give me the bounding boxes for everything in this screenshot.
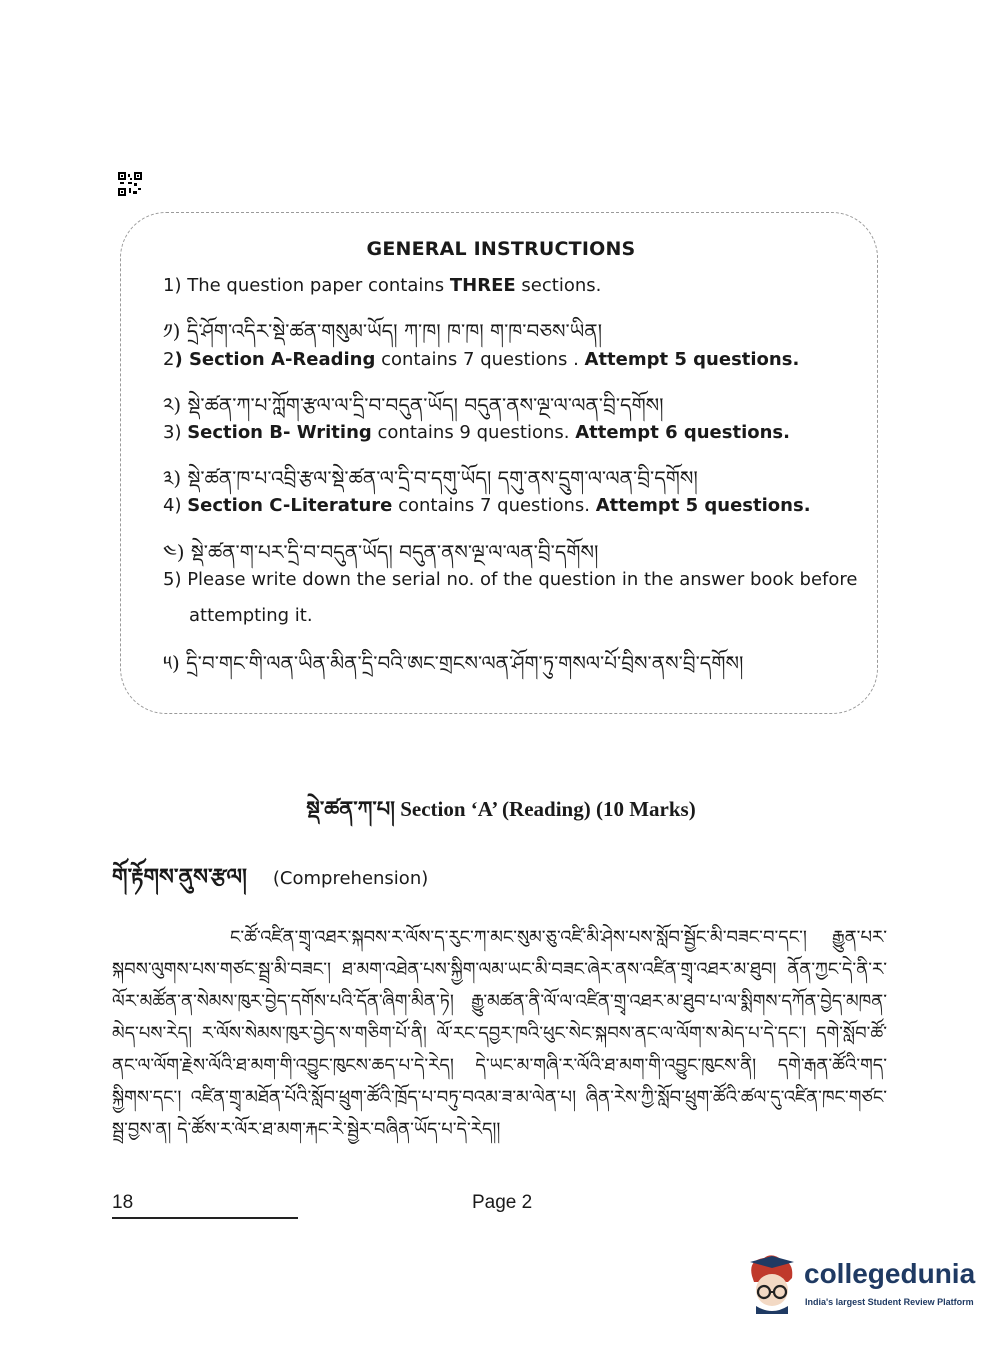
instruction-5-tibetan: ༥) དྲི་བ་གང་གི་ལན་ཡིན་མིན་དྲི་བའི་ཨང་གྲངས་ལན་ཤོག་ཏུ་གསལ་པོ་བྲིས་ནས་བྲི་དགོས། [163,651,744,675]
instruction-1-tibetan: ༡) དྲི་ཤོག་འདིར་སྡེ་ཚན་གསུམ་ཡོད། ཀ་ཁ། ཁ་ཁ། ག་ཁ་བཅས་ཡིན། [163,319,603,343]
collegedunia-logo [742,1252,976,1322]
instruction-2: 2) Section A-Reading contains 7 questions . Attempt 5 questions. [163,349,800,370]
instruction-5: 5) Please write down the serial no. of the question in the answer book before [163,569,858,590]
instruction-2-tibetan: ༢) སྡེ་ཚན་ཀ་པ་ཀློག་རྩལ་ལ་དྲི་བ་བདུན་ཡོད། བདུན་ནས་ལྔ་ལ་ལན་བྲི་དགོས། [163,393,664,417]
instruction-4-tibetan: ༤) སྡེ་ཚན་ག་པར་དྲི་བ་བདུན་ཡོད། བདུན་ནས་ལྔ་ལ་ལན་བྲི་དགོས། [163,540,599,564]
instruction-1: 1) The question paper contains THREE sections. [163,275,602,296]
instruction-4: 4) Section C-Literature contains 7 questions. Attempt 5 questions. [163,495,811,516]
instructions-title: GENERAL INSTRUCTIONS [366,238,636,260]
comprehension-heading [112,852,428,914]
reading-passage: ང་ཚོ་འཛིན་གྲྭ་འཐར་སྐབས་ར་ལོས་ད་རུང་ཀ་མང་སུམ་ཅུ་འཛི་མི་ཤེས་པས་སློབ་སྦྱོང་མི་བཟང་བ་དང་། རྒྱུན་པར་སྐབས་ལུགས་པས་གཙང་སྦྲ་མི་བཟང་། ཐ་མག་འཐེན་པས་སྐྱིག་ལམ་ཡང་མི་བཟང་ཞེར་ནས་འཛིན་གྲྭ་འཐར་མ་ཐུབ། ནོན་ཀྱང་དེ་ནི་ར་ལོར་མཚོན་ན་སེམས་ཁུར་བྱེད་དགོས་པའི་དོན་ཞིག་མིན་ཏེ། རྒྱུ་མཚན་ནི་ལོ་ལ་འཛིན་གྲྭ་འཐར་མ་ཐུབ་པ་ལ་སྨིགས་དཀོན་བྱེད་མཁན་མེད་པས་རེད། ར་ལོས་སེམས་ཁུར་བྱེད་ས་གཅིག་པོ་ནི། ལོ་རང་དབྱར་ཁའི་ཕུང་སེང་སྐབས་ནང་ལ་ལོག་ས་མེད་པ་དེ་དང་། དགེ་སློབ་ཚོ་ནང་ལ་ལོག་རྗེས་ལོའི་ཐ་མག་གི་འབྱུང་ཁུངས་ཆད་པ་དེ་རེད། དེ་ཡང་མ་གཞི་ར་ལོའི་ཐ་མག་གི་འབྱུང་ཁུངས་ནི། དགེ་རྒན་ཚོའི་གད་སྐྱིགས་དང་། འཛིན་གྲྭ་མཐོན་པོའི་སློབ་ཕྲུག་ཚོའི་ཁྲོད་པ་བཏུ་བའམ་ཟ་མ་ལེན་པ། ཞིན་རེས་ཀྱི་སློབ་ཕྲུག་ཚོའི་ཚལ་དུ་འཛིན་ཁང་གཙང་སྦྲ་བྱས་ན། དེ་ཚོས་ར་ལོར་ཐ་མག་རྐང་རེ་སྦྱེར་བཞིན་ཡོད་པ་དེ་རེད།། [112,927,887,1140]
mascot-icon [742,1254,800,1316]
logo-name: collegedunia [804,1258,976,1289]
comprehension-tibetan: གོ་རྟོགས་ནུས་རྩལ། [112,864,247,890]
comprehension-english: (Comprehension) [272,868,429,889]
qr-code-icon [118,172,142,196]
instruction-3-tibetan: ༣) སྡེ་ཚན་ཁ་པ་འབྲི་རྩལ་སྡེ་ཚན་ལ་དྲི་བ་དགུ་ཡོད། དགུ་ནས་དྲུག་ལ་ལན་བྲི་དགོས། [163,466,698,490]
instruction-5-cont: attempting it. [189,605,313,626]
logo-tagline: India's largest Student Review Platform [805,1297,974,1307]
footer-page-number: 18 [112,1192,134,1213]
section-a-english: Section ‘A’ (Reading) (10 Marks) [394,797,696,821]
section-a-tibetan: སྡེ་ཚན་ཀ་པ། [306,796,395,821]
section-a-heading [0,786,1002,845]
instruction-3: 3) Section B- Writing contains 9 questions. Attempt 6 questions. [163,422,790,443]
footer-rule [112,1217,298,1219]
footer-page-label: Page 2 [472,1192,533,1213]
